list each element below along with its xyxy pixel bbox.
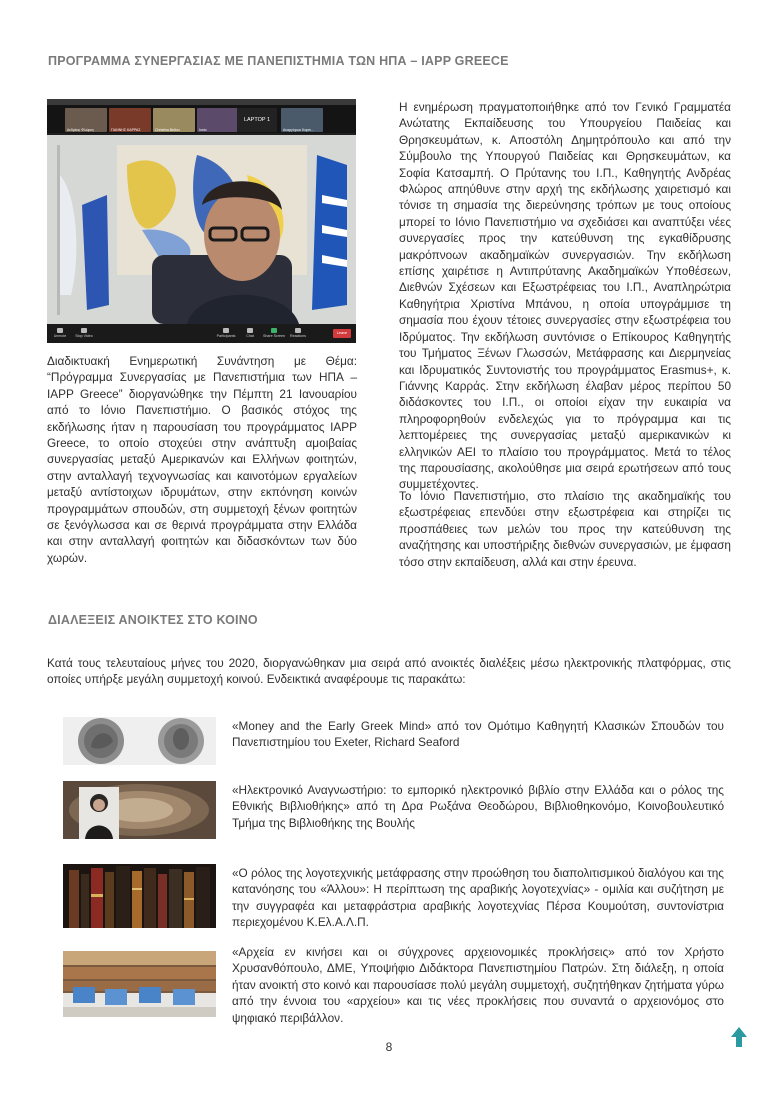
back-to-top-button[interactable]: [730, 1026, 748, 1048]
share-screen-icon: [271, 328, 277, 333]
microphone-icon: [57, 328, 63, 333]
stop-video-button[interactable]: Stop Video: [73, 328, 95, 338]
participants-icon: [223, 328, 229, 333]
section-heading-lectures: ΔΙΑΛΕΞΕΙΣ ΑΝΟΙΚΤΕΣ ΣΤΟ ΚΟΙΝΟ: [48, 613, 258, 627]
right-paragraph-1: Η ενημέρωση πραγματοποιήθηκε από τον Γενικό Γραμματέα Ανώτατης Εκπαίδευσης του Υπουργείου Παιδείας και Θρησκευμάτων, κ. Αποστόλη Δημητρόπουλο και από την Σύμβουλο της Υπουργού Παιδείας και Θρησκευμάτων, κα Σοφία Κατσαμπή. Ο Πρύτανης του Ι.Π., Καθηγητής Ανδρέας Φλώρος απηύθυνε στην αρχή της εκδήλωσης χαιρετισμό και τόνισε τη σημασία της διερεύνησης τρόπων με τους οποίους μπορεί το Ιόνιο Πανεπιστήμιο να σχεδιάσει και αναπτύξει νέες συνεργασίες προς την κατεύθυνση της εγκαθίδρυσης μακρόπνοων ακαδημαϊκών συνεργασιών. Την εκδήλωση επίσης χαιρέτισε η Αντιπρύτανης Ακαδημαϊκών Υποθέσεων, Διεθνών Σχέσεων και Εξωστρέφειας του Ι.Π., Αναπληρώτρια Καθηγήτρια Χριστίνα Μπάνου, η οποία υπογράμμισε τη σημασία που έχουν τέτοιες συνεργασίες στην εξωστρέφεια του Ιδρύματος. Την εκδήλωση συντόνισε ο Επίκουρος Καθηγητής του Τμήματος Ξένων Γλωσσών, Μετάφρασης και Διερμηνείας και Ιδρυματικός Συντονιστής του προγράμματος Erasmus+, κ. Γιάννης Καρράς. Στην εκδήλωση έλαβαν μέρος περίπου 50 διδάσκοντες του Ι.Π., οι οποίοι είχαν την ευκαιρία να πληροφορηθούν ενδελεχώς για το πρόγραμμα και τις λεπτομέρειες της συνεργασίας μεταξύ αμερικανικών κι ελληνικών ΑΕΙ το πλαίσιο του προγράμματος. Μετά το τέλος της παρουσίασης, ακολούθησε μια σειρά ερωτήσεων από τους συμμετέχοντες.: [399, 100, 731, 492]
left-paragraph: Διαδικτυακή Ενημερωτική Συνάντηση με Θέμα: “Πρόγραμμα Συνεργασίας με Πανεπιστήμια των ΗΠΑ – IAPP Greece” διοργανώθηκε την Πέμπτη 21 Ιανουαρίου από το Ιόνιο Πανεπιστήμιο. Ο βασικός στόχος της εκδήλωσης ήταν η παρουσίαση του προγράμματος IAPP Greece, το οποίο στοχεύει στην ανάπτυξη αμοιβαίας συνεργασίας μεταξύ Αμερικανών και Ελλήνων φοιτητών, στην ανταλλαγή τεχνογνωσίας και καινοτόμων εργαλείων μεταξύ αντίστοιχων ιδρυμάτων, στην εκπόνηση κοινών προγραμμάτων σπουδών, στη συμμετοχή ξένων φοιτητών σε ξενόγλωσσα και σε θερινά προγράμματα στην Ελλάδα και στην ανταλλαγή φοιτητών και διδασκόντων των δύο χωρών.: [47, 354, 357, 565]
reactions-button[interactable]: Reactions: [287, 328, 309, 338]
leave-button[interactable]: Leave: [333, 329, 351, 338]
coins-image: [63, 717, 216, 765]
zoom-toolbar: [47, 324, 356, 343]
lecture-item-1: «Money and the Early Greek Mind» από τον Ομότιμο Καθηγητή Κλασικών Σπουδών του Πανεπιστημίου του Exeter, Richard Seaford: [232, 719, 724, 750]
participant-strip: [47, 105, 356, 133]
participant-thumb: ΓΙΑΝΝΗΣ ΚΑΡΡΑΣ: [109, 108, 151, 132]
chat-button[interactable]: Chat: [239, 328, 261, 338]
laptop-tile: LAPTOP 1: [237, 108, 277, 132]
section-heading-iapp: ΠΡΟΓΡΑΜΜΑ ΣΥΝΕΡΓΑΣΙΑΣ ΜΕ ΠΑΝΕΠΙΣΤΗΜΙΑ ΤΩΝ ΗΠΑ – IAPP GREECE: [48, 54, 509, 68]
page-number: 8: [385, 1040, 393, 1054]
right-paragraph-2: Το Ιόνιο Πανεπιστήμιο, στο πλαίσιο της ακαδημαϊκής του εξωστρέφειας επενδύει στην εξωστρέφεια και στηρίζει τις προσπάθειες των μελών του προς την κατεύθυνση της αναζήτησης και υποστήριξης διεθνών συνεργασιών, με έμφαση τόσο στην εκπαίδευση, αλλά και στην έρευνα.: [399, 489, 731, 569]
lecture-item-3: «Ο ρόλος της λογοτεχνικής μετάφρασης στην προώθηση του διαπολιτισμικού διαλόγου και της κατανόησης του «Άλλου»: Η περίπτωση της αραβικής λογοτεχνίας» - ομιλία και συζήτηση με την συγγραφέα και μεταφράστρια αραβικής λογοτεχνίας Πέρσα Κουμούτση, συντονίστρια περιεχομένου Κ.Ελ.Α.Λ.Π.: [232, 866, 724, 930]
books-image: [63, 864, 216, 928]
lecture-item-2: «Ηλεκτρονικό Αναγνωστήριο: το εμπορικό ηλεκτρονικό βιβλίο στην Ελλάδα και ο ρόλος της Εθνικής Βιβλιοθήκης» από τη Δρα Ρωξάνα Θεοδώρου, Βιβλιοθηκονόμο, Κοινοβουλευτικό Τμήμα της Βιβλιοθήκης της Βουλής: [232, 783, 724, 830]
participant-thumb: Ionio: [197, 108, 239, 132]
participants-button[interactable]: Participants: [215, 328, 237, 338]
zoom-meeting-photo: [47, 99, 356, 343]
reactions-icon: [295, 328, 301, 333]
participant-thumb: Αναργύρων Καρπ...: [281, 108, 323, 132]
speaker-video: [47, 135, 356, 324]
chat-icon: [247, 328, 253, 333]
library-computers-image: [63, 951, 216, 1017]
camera-icon: [81, 328, 87, 333]
lectures-intro: Κατά τους τελευταίους μήνες του 2020, διοργανώθηκαν μια σειρά από ανοικτές διαλέξεις μέσω ηλεκτρονικής πλατφόρμας, στις οποίες υπήρξε μεγάλη συμμετοχή κοινού. Ενδεικτικά αναφέρουμε τις παρακάτω:: [47, 656, 731, 687]
reading-room-image: [63, 781, 216, 839]
arrow-up-icon: [730, 1026, 748, 1048]
unmute-button[interactable]: Unmute: [49, 328, 71, 338]
participant-thumb: Christina Bellou: [153, 108, 195, 132]
share-screen-button[interactable]: Share Screen: [263, 328, 285, 338]
speaker-illustration: [47, 135, 356, 324]
participant-thumb: Ανδρέας Φλώρος: [65, 108, 107, 132]
lecture-item-4: «Αρχεία εν κινήσει και οι σύγχρονες αρχειονομικές προκλήσεις» από τον Χρήστο Χρυσανθόπουλο, ΔΜΕ, Υποψήφιο Διδάκτορα Πανεπιστημίου Πατρών. Στη διάλεξη, η οποία ήταν ανοικτή στο κοινό και παρουσίασε πολύ μεγάλη συμμετοχή, συζητήθηκαν ζητήματα γύρω από την έννοια του «αρχείου» και τις νέες προκλήσεις που συναντά ο αρχειονόμος στο ψηφιακό περιβάλλον.: [232, 945, 724, 1025]
